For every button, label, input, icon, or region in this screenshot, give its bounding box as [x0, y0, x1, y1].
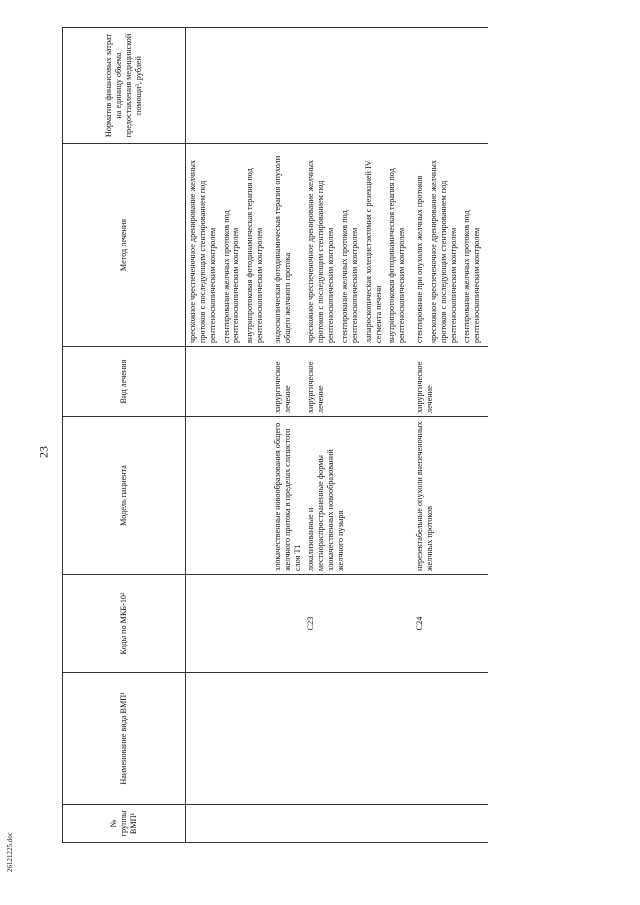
treatment-type-cell: хирургическое лечение: [304, 347, 413, 417]
table-row: [186, 28, 271, 843]
icd-code-cell: [271, 575, 305, 673]
table-header-row: [63, 28, 186, 843]
header-vmp-name: Наименование вида ВМП¹: [63, 673, 186, 805]
method-item: эндоскопическая фотодинамическая терапия опухоли общего желчного протока: [272, 155, 292, 343]
patient-model-cell: злокачественные новообразования общего желчного протока в пределах слизистого слоя T1: [271, 417, 305, 575]
method-item: чрескожное чреспеченочное дренирование желчных протоков с последующим стентированием под рентгеноскопическим контролем: [306, 160, 336, 343]
method-item: внутрипротоковая фотодинамическая терапия под рентгеноскопическим контролем: [245, 168, 265, 343]
table-row: [271, 28, 305, 843]
icd-code-cell: C24: [413, 575, 488, 673]
treatment-table: [62, 27, 488, 843]
page-number: 23: [36, 446, 51, 458]
method-item: стентирование при опухолях желчных протоков: [415, 175, 425, 343]
method-item: стентирование желчных протоков под рентгеноскопическим контролем: [221, 210, 241, 343]
document-filename: 26121225.doc: [6, 832, 14, 872]
method-item: стентирование желчных протоков под рентгеноскопическим контролем: [339, 210, 359, 343]
treatment-type-cell: хирургическое лечение: [271, 347, 305, 417]
method-item: стентирование желчных протоков под рентгеноскопическим контролем: [462, 210, 482, 343]
treatment-type-cell: [186, 347, 271, 417]
patient-model-cell: локализованные и местнораспространенные формы злокачественных новообразований желчного пузыря: [304, 417, 413, 575]
patient-model-cell: [186, 417, 271, 575]
icd-code-cell: [186, 575, 271, 673]
table-row: [413, 28, 488, 843]
header-group-number: № группы ВМП¹: [63, 805, 186, 843]
icd-code-cell: C23: [304, 575, 413, 673]
header-treatment-method: Метод лечения: [63, 144, 186, 347]
patient-model-cell: нерезектабельные опухоли внепеченочных желчных протоков: [413, 417, 488, 575]
header-patient-model: Модель пациента: [63, 417, 186, 575]
method-item: чрескожное чреспеченочное дренирование желчных протоков с последующим стентированием под рентгеноскопическим контролем: [428, 160, 458, 343]
rotated-table-container: [62, 28, 598, 843]
treatment-method-cell: [304, 144, 413, 347]
header-treatment-type: Вид лечения: [63, 347, 186, 417]
method-item: лапароскопическая холецистэктомия с резекцией IV сегмента печени: [363, 160, 383, 343]
header-financial-norm: Норматив финансовых затрат на единицу объема предоставления медицинской помощи³, рублей: [63, 28, 186, 144]
treatment-method-cell: [271, 144, 305, 347]
method-item: чрескожное чреспеченочное дренирование желчных протоков с последующим стентированием под рентгеноскопическим контролем: [188, 160, 217, 343]
header-icd-codes: Коды по МКБ-10²: [63, 575, 186, 673]
treatment-method-cell: [186, 144, 271, 347]
method-item: внутрипротоковая фотодинамическая терапия под рентгеноскопическим контролем: [387, 168, 407, 343]
treatment-type-cell: хирургическое лечение: [413, 347, 488, 417]
table-row: [304, 28, 413, 843]
treatment-method-cell: [413, 144, 488, 347]
